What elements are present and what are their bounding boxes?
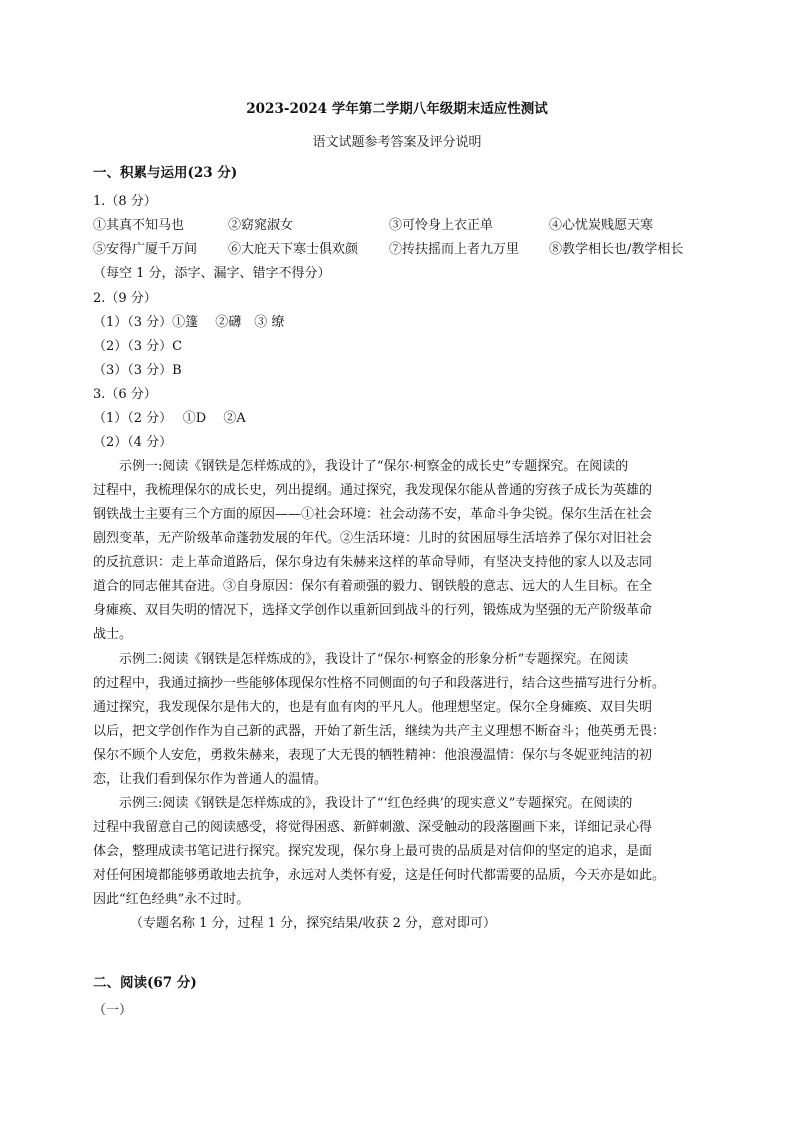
example-1-line: 的反抗意识：走上革命道路后，保尔身边有朱赫来这样的革命导师，有坚决支持他的家人以及志同 bbox=[93, 555, 653, 570]
example-2-line: 保尔不顾个人安危，勇救朱赫来，表现了大无畏的牺牲精神：他浪漫温情：保尔与冬妮亚纯洁的初 bbox=[93, 748, 653, 763]
reading-part-1-label: （一） bbox=[93, 1003, 133, 1018]
example-1-line: 战士。 bbox=[93, 627, 133, 642]
q3-sub-2: （2）（4 分） bbox=[93, 435, 173, 450]
example-3-line: 示例三:阅读《钢铁是怎样炼成的》，我设计了“‘红色经典’的现实意义”专题探究。在阅读的 bbox=[119, 796, 633, 811]
example-2-line: 示例二:阅读《钢铁是怎样炼成的》，我设计了“保尔·柯察金的形象分析”专题探究。在阅读 bbox=[119, 652, 629, 667]
page-subtitle: 语文试题参考答案及评分说明 bbox=[312, 135, 482, 150]
q1-scoring-note: （每空 1 分，添字、漏字、错字不得分） bbox=[93, 266, 331, 281]
example-2-line: 恋，让我们看到保尔作为普通人的温情。 bbox=[93, 772, 328, 787]
example-3-line: 因此“红色经典”永不过时。 bbox=[93, 892, 250, 907]
example-3-line: 过程中我留意自己的阅读感受，将觉得困惑、新鲜刺激、深受触动的段落圈画下来，详细记录心得 bbox=[93, 820, 653, 835]
example-1-line: 剧烈变革，无产阶级革命蓬勃发展的年代。②生活环境：儿时的贫困屈辱生活培养了保尔对旧社会 bbox=[93, 531, 653, 546]
example-2-line: 以后，把文学创作作为自己新的武器，开始了新生活，继续为共产主义理想不断奋斗；他英勇无畏： bbox=[93, 724, 666, 739]
q1-answer-8: ⑧教学相长也/教学相长 bbox=[549, 242, 684, 257]
q3-sub-1: （1）（2 分） ①D ②A bbox=[93, 411, 246, 426]
question-2-label: 2.（9 分） bbox=[93, 291, 157, 306]
example-1-line: 道合的同志催其奋进。③自身原因：保尔有着顽强的毅力、钢铁般的意志、远大的人生目标。在全 bbox=[93, 579, 653, 594]
example-2-paragraph bbox=[93, 648, 698, 792]
question-1-label: 1.（8 分） bbox=[93, 194, 157, 209]
q1-answer-4: ④心忧炭贱愿天寒 bbox=[549, 218, 654, 233]
section-heading-accumulation: 一、积累与运用(23 分) bbox=[93, 165, 238, 181]
example-1-paragraph bbox=[93, 455, 698, 647]
example-1-line: 过程中，我梳理保尔的成长史，列出提纲。通过探究，我发现保尔能从普通的穷孩子成长为英雄的 bbox=[93, 483, 653, 498]
q1-answer-6: ⑥大庇天下寒士俱欢颜 bbox=[228, 242, 359, 257]
example-1-line: 钢铁战士主要有三个方面的原因——①社会环境：社会动荡不安，革命斗争尖锐。保尔生活在社会 bbox=[93, 507, 653, 522]
page-title: 2023-2024 学年第二学期八年级期末适应性测试 bbox=[246, 101, 548, 117]
section-heading-reading: 二、阅读(67 分) bbox=[93, 975, 197, 991]
q1-answer-5: ⑤安得广厦千万间 bbox=[93, 242, 198, 257]
q1-answer-1: ①其真不知马也 bbox=[93, 218, 185, 233]
example-3-line: 体会，整理成读书笔记进行探究。探究发现，保尔身上最可贵的品质是对信仰的坚定的追求，是面 bbox=[93, 844, 653, 859]
q1-answer-2: ②窈窕淑女 bbox=[228, 218, 294, 233]
q2-sub-2: （2）（3 分）C bbox=[93, 339, 183, 354]
q1-answer-3: ③可怜身上衣正单 bbox=[389, 218, 494, 233]
q2-sub-1: （1）（3 分）①篷 ②礴 ③ 缭 bbox=[93, 315, 285, 330]
example-1-line: 身瘫痪、双目失明的情况下，选择文学创作以重新回到战斗的行列，锻炼成为坚强的无产阶级革命 bbox=[93, 603, 653, 618]
q1-answer-7: ⑦抟扶摇而上者九万里 bbox=[389, 242, 520, 257]
example-2-line: 的过程中，我通过摘抄一些能够体现保尔性格不同侧面的句子和段落进行，结合这些描写进行分析。 bbox=[93, 676, 666, 691]
q2-sub-3: （3）（3 分）B bbox=[93, 363, 182, 378]
question-3-label: 3.（6 分） bbox=[93, 387, 157, 402]
example-2-line: 通过探究，我发现保尔是伟大的，也是有血有肉的平凡人。他理想坚定。保尔全身瘫痪、双目失明 bbox=[93, 700, 653, 715]
example-3-paragraph bbox=[93, 792, 698, 912]
q3-scoring-note: （专题名称 1 分，过程 1 分，探究结果/收获 2 分，意对即可） bbox=[130, 916, 496, 931]
example-1-line: 示例一:阅读《钢铁是怎样炼成的》，我设计了“保尔·柯察金的成长史”专题探究。在阅读的 bbox=[119, 459, 629, 474]
example-3-line: 对任何困境都能够勇敢地去抗争，永远对人类怀有爱，这是任何时代都需要的品质，今天亦是如此。 bbox=[93, 868, 666, 883]
